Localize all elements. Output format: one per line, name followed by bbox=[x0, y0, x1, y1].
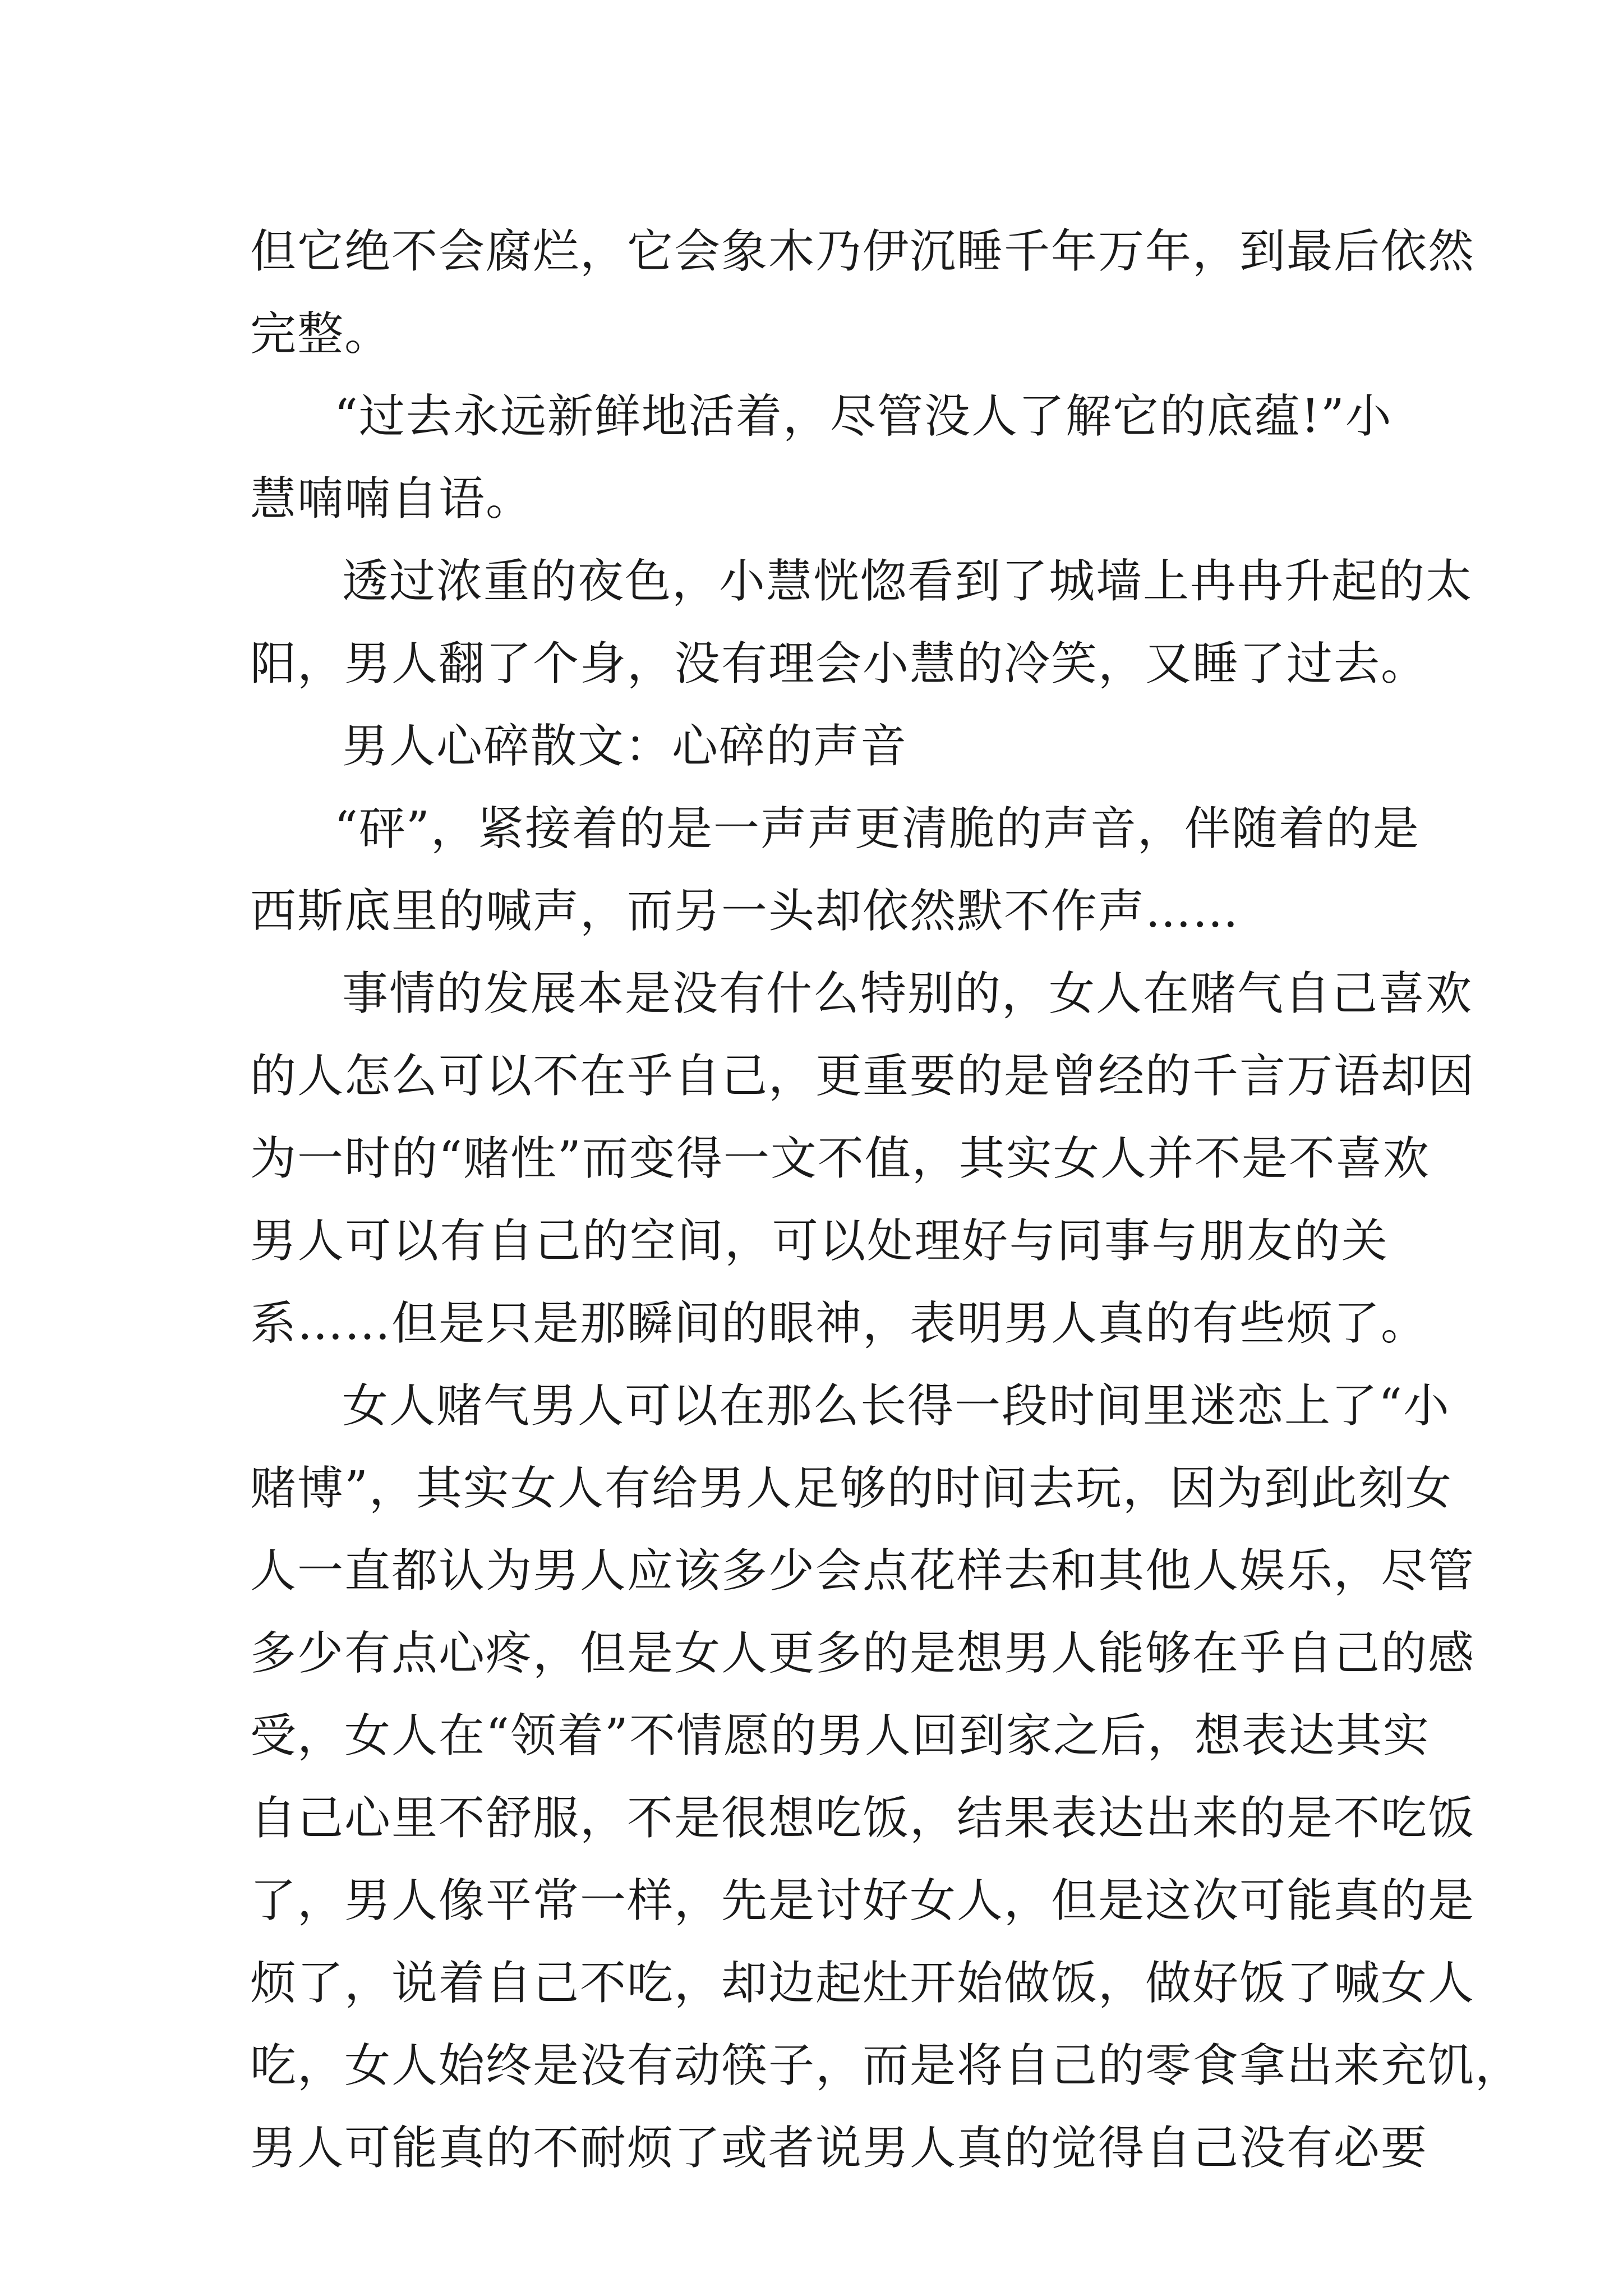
text-line: 人一直都认为男人应该多少会点花样去和其他人娱乐，尽管 bbox=[250, 1544, 1476, 1598]
text-line: 男人可能真的不耐烦了或者说男人真的觉得自己没有必要 bbox=[250, 2122, 1428, 2175]
text-line: 女人赌气男人可以在那么长得一段时间里迷恋上了“小 bbox=[342, 1379, 1450, 1433]
text-line: 西斯底里的喊声，而另一头却依然默不作声…… bbox=[250, 885, 1240, 938]
text-line: 阳，男人翻了个身，没有理会小慧的冷笑，又睡了过去。 bbox=[250, 637, 1428, 691]
text-line: 透过浓重的夜色，小慧恍惚看到了城墙上冉冉升起的太 bbox=[342, 555, 1473, 608]
text-line: 自己心里不舒服，不是很想吃饭，结果表达出来的是不吃饭 bbox=[250, 1792, 1476, 1845]
text-line: 完整。 bbox=[250, 307, 392, 361]
text-line: 赌博”，其实女人有给男人足够的时间去玩，因为到此刻女 bbox=[250, 1462, 1453, 1515]
text-line: 事情的发展本是没有什么特别的，女人在赌气自己喜欢 bbox=[342, 967, 1473, 1020]
text-line: 吃，女人始终是没有动筷子，而是将自己的零食拿出来充饥， bbox=[250, 2039, 1523, 2092]
text-line: 的人怎么可以不在乎自己，更重要的是曾经的千言万语却因 bbox=[250, 1050, 1476, 1103]
text-line: 但它绝不会腐烂，它会象木乃伊沉睡千年万年，到最后依然 bbox=[250, 225, 1476, 278]
text-line: “砰”，紧接着的是一声声更清脆的声音，伴随着的是 bbox=[334, 802, 1420, 855]
text-line: 了，男人像平常一样，先是讨好女人，但是这次可能真的是 bbox=[250, 1874, 1476, 1927]
text-line: 受，女人在“领着”不情愿的男人回到家之后，想表达其实 bbox=[250, 1709, 1430, 1763]
text-line: “过去永远新鲜地活着，尽管没人了解它的底蕴!”小 bbox=[334, 390, 1393, 443]
text-line: 慧喃喃自语。 bbox=[250, 472, 533, 526]
document-body bbox=[250, 210, 1523, 2189]
text-line: 烦了，说着自己不吃，却边起灶开始做饭，做好饭了喊女人 bbox=[250, 1957, 1476, 2010]
text-line: 男人可以有自己的空间，可以处理好与同事与朋友的关 bbox=[250, 1214, 1389, 1268]
text-line: 多少有点心疼，但是女人更多的是想男人能够在乎自己的感 bbox=[250, 1627, 1476, 1680]
text-line: 为一时的“赌性”而变得一文不值，其实女人并不是不喜欢 bbox=[250, 1132, 1430, 1185]
text-line: 系……但是只是那瞬间的眼神，表明男人真的有些烦了。 bbox=[250, 1297, 1428, 1350]
section-heading: 男人心碎散文：心碎的声音 bbox=[342, 720, 908, 773]
